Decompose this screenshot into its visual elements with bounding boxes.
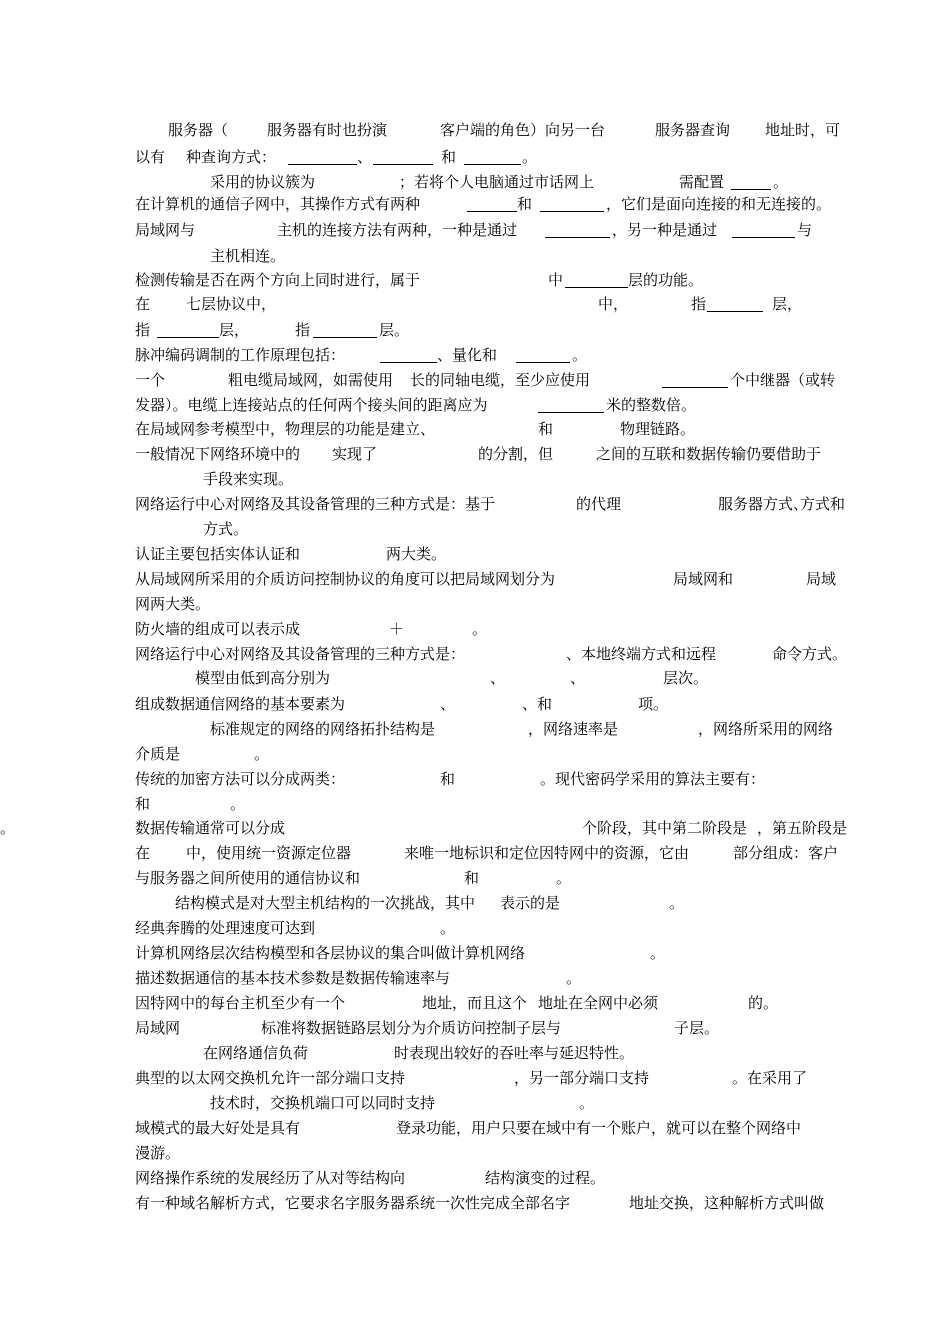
text-line — [0, 268, 950, 292]
line-text: 服务器查询 — [655, 121, 731, 139]
text-line — [0, 218, 950, 242]
line-text: 层， — [219, 321, 250, 339]
line-text: ＋ — [389, 620, 405, 638]
line-text: 表示的是 — [500, 894, 561, 912]
line-text: 指 — [295, 321, 311, 339]
text-line — [0, 118, 950, 142]
line-text: 层， — [772, 295, 803, 313]
line-text: 与服务器之间所使用的通信协议和 — [135, 869, 361, 887]
line-text: 服务器（ — [168, 121, 229, 139]
text-line — [0, 966, 950, 990]
line-text: 服务器方式、 — [718, 495, 809, 513]
line-text: 服务器有时也扮演 — [267, 121, 388, 139]
line-text: 。 — [773, 173, 789, 191]
line-text: ，另一部分端口支持 — [514, 1069, 650, 1087]
text-line — [0, 866, 950, 890]
text-line — [0, 792, 950, 816]
text-line — [0, 617, 950, 641]
line-text: 方式和 — [800, 495, 846, 513]
line-text: 手段来实现。 — [203, 470, 294, 488]
line-text: 客户端的角色）向另一台 — [440, 121, 606, 139]
line-text: 在 — [135, 295, 151, 313]
line-text: 和 — [538, 420, 554, 438]
answer-blank — [538, 412, 604, 413]
answer-blank — [157, 337, 219, 338]
answer-blank — [380, 362, 437, 363]
line-text: 中， — [598, 295, 629, 313]
line-text: 时表现出较好的吞吐率与延迟特性。 — [394, 1044, 635, 1062]
line-text: 。 — [669, 894, 685, 912]
line-text: 从局域网所采用的介质访问控制协议的角度可以把局域网划分为 — [135, 570, 556, 588]
line-text: 在局域网参考模型中，物理层的功能是建立、 — [135, 420, 436, 438]
line-text: 需配置 — [679, 173, 725, 191]
line-text: 一个 — [135, 371, 166, 389]
line-text: 。 — [0, 819, 16, 837]
line-text: 以有 — [135, 148, 166, 166]
line-text: 典型的以太网交换机允许一部分端口支持 — [135, 1069, 406, 1087]
line-text: 、 — [440, 695, 456, 713]
line-text: 部分组成：客户 — [733, 844, 839, 862]
line-text: 一般情况下网络环境中的 — [135, 445, 301, 463]
line-text: 标准将数据链路层划分为介质访问控制子层与 — [261, 1019, 562, 1037]
line-text: 中 — [548, 271, 564, 289]
line-text: 层的功能。 — [628, 271, 704, 289]
line-text: 指 — [135, 321, 151, 339]
line-text: 网络运行中心对网络及其设备管理的三种方式是：基于 — [135, 495, 496, 513]
line-text: 。 — [650, 944, 666, 962]
line-text: ，它们是面向连接的和无连接的。 — [606, 195, 832, 213]
line-text: 地址在全网中必须 — [538, 994, 659, 1012]
text-line — [0, 292, 950, 316]
line-text: 和 — [464, 869, 480, 887]
text-line — [0, 467, 950, 491]
line-text: 采用的协议簇为 — [210, 173, 316, 191]
line-text: 。 — [472, 620, 488, 638]
line-text: 在网络通信负荷 — [203, 1044, 309, 1062]
line-text: 网两大类。 — [135, 595, 211, 613]
line-text: 地址时，可 — [765, 121, 841, 139]
text-line — [0, 1116, 950, 1140]
line-text: 。 — [556, 869, 572, 887]
line-text: 粗电缆局域网，如需使用 — [228, 371, 394, 389]
line-text: 局域 — [806, 570, 837, 588]
line-text: 和 — [441, 148, 457, 166]
line-text: 命令方式。 — [772, 645, 848, 663]
line-text: 物理链路。 — [620, 420, 696, 438]
line-text: 防火墙的组成可以表示成 — [135, 620, 301, 638]
text-line — [0, 742, 950, 766]
text-line — [0, 170, 950, 194]
line-text: 检测传输是否在两个方向上同时进行，属于 — [135, 271, 421, 289]
line-text: 脉冲编码调制的工作原理包括： — [135, 346, 346, 364]
line-text: 的。 — [748, 994, 779, 1012]
text-line — [0, 567, 950, 591]
line-text: 、量化和 — [437, 346, 498, 364]
line-text: 项。 — [638, 695, 669, 713]
line-text: 。 — [254, 745, 270, 763]
answer-blank — [467, 211, 517, 212]
text-line — [0, 841, 950, 865]
line-text: ，网络速率是 — [528, 720, 619, 738]
line-text: 数据传输通常可以分成 — [135, 819, 286, 837]
answer-blank — [731, 189, 771, 190]
line-text: 网络运行中心对网络及其设备管理的三种方式是： — [135, 645, 466, 663]
line-text: 、本地终端方式和远程 — [566, 645, 717, 663]
text-line — [0, 492, 950, 516]
line-text: 、 — [570, 669, 586, 687]
line-text: 登录功能，用户只要在域中有一个账户，就可以在整个网络中 — [396, 1119, 802, 1137]
line-text: 主机相连。 — [210, 247, 286, 265]
line-text: 来唯一地标识和定位因特网中的资源，它由 — [404, 844, 690, 862]
line-text: 漫游。 — [135, 1144, 181, 1162]
text-line — [0, 816, 950, 840]
line-text: ，网络所采用的网络 — [698, 720, 834, 738]
answer-blank — [707, 311, 763, 312]
line-text: 七层协议中， — [186, 295, 277, 313]
line-text: 网络操作系统的发展经历了从对等结构向 — [135, 1169, 406, 1187]
line-text: 标准规定的网络的网络拓扑结构是 — [210, 720, 436, 738]
answer-blank — [516, 362, 570, 363]
line-text: 实现了 — [332, 445, 378, 463]
line-text: 。 — [230, 795, 246, 813]
line-text: 米的整数倍。 — [606, 396, 697, 414]
answer-blank — [288, 164, 357, 165]
answer-blank — [545, 237, 610, 238]
line-text: 之间的互联和数据传输仍要借助于 — [596, 445, 822, 463]
answer-blank — [313, 337, 377, 338]
line-text: 和 — [440, 770, 456, 788]
text-line — [0, 717, 950, 741]
line-text: 。 — [440, 919, 456, 937]
line-text: 两大类。 — [386, 545, 447, 563]
line-text: 结构模式是对大型主机结构的一次挑战，其中 — [175, 894, 476, 912]
text-line — [0, 1166, 950, 1190]
line-text: 和 — [135, 795, 151, 813]
line-text: 。 — [572, 346, 588, 364]
line-text: ，第五阶段是 — [757, 819, 848, 837]
text-line — [0, 1191, 950, 1215]
line-text: 主机的连接方法有两种，一种是通过 — [277, 221, 518, 239]
text-line — [0, 1016, 950, 1040]
line-text: 经典奔腾的处理速度可达到 — [135, 919, 316, 937]
line-text: 技术时，交换机端口可以同时支持 — [210, 1094, 436, 1112]
line-text: 计算机网络层次结构模型和各层协议的集合叫做计算机网络 — [135, 944, 526, 962]
line-text: 。 — [579, 1094, 595, 1112]
line-text: 有一种域名解析方式，它要求名字服务器系统一次性完成全部名字 — [135, 1194, 571, 1212]
line-text: 介质是 — [135, 745, 181, 763]
text-line — [0, 343, 950, 367]
text-line — [0, 891, 950, 915]
line-text: 传统的加密方法可以分成两类： — [135, 770, 346, 788]
line-text: 。在采用了 — [732, 1069, 808, 1087]
line-text: 。现代密码学采用的算法主要有： — [540, 770, 766, 788]
line-text: 域模式的最大好处是具有 — [135, 1119, 301, 1137]
line-text: 模型由低到高分别为 — [195, 669, 331, 687]
line-text: 指 — [691, 295, 707, 313]
answer-blank — [732, 237, 795, 238]
text-line — [0, 991, 950, 1015]
answer-blank — [662, 387, 728, 388]
line-text: 个中继器（或转 — [730, 371, 836, 389]
answer-blank — [565, 287, 628, 288]
line-text: 层。 — [379, 321, 410, 339]
line-text: ，另一种是通过 — [612, 221, 718, 239]
answer-blank — [540, 211, 604, 212]
line-text: 结构演变的过程。 — [485, 1169, 606, 1187]
line-text: 长的同轴电缆，至少应使用 — [410, 371, 591, 389]
text-line — [0, 1066, 950, 1090]
text-line — [0, 393, 950, 417]
line-text: 中，使用统一资源定位器 — [186, 844, 352, 862]
line-text: 局域网和 — [673, 570, 734, 588]
line-text: 方式。 — [203, 520, 249, 538]
text-line — [0, 592, 950, 616]
line-text: 与 — [797, 221, 813, 239]
text-line — [0, 542, 950, 566]
line-text: 个阶段，其中第二阶段是 — [582, 819, 748, 837]
text-line — [0, 244, 950, 268]
line-text: 、 — [357, 148, 373, 166]
line-text: 。 — [522, 148, 538, 166]
line-text: 在 — [135, 844, 151, 862]
text-line — [0, 666, 950, 690]
text-line — [0, 368, 950, 392]
line-text: 认证主要包括实体认证和 — [135, 545, 301, 563]
text-line — [0, 192, 950, 216]
text-line — [0, 642, 950, 666]
line-text: 种查询方式： — [186, 148, 277, 166]
line-text: 层次。 — [663, 669, 709, 687]
text-line — [0, 1091, 950, 1115]
line-text: 、和 — [522, 695, 553, 713]
line-text: 发器）。电缆上连接站点的任何两个接头间的距离应为 — [135, 396, 488, 414]
line-text: 的代理 — [576, 495, 622, 513]
line-text: 地址交换，这种解析方式叫做 — [629, 1194, 825, 1212]
text-line — [0, 767, 950, 791]
text-line — [0, 941, 950, 965]
line-text: 地址，而且这个 — [422, 994, 528, 1012]
line-text: 。 — [566, 969, 582, 987]
line-text: 和 — [517, 195, 533, 213]
text-line — [0, 417, 950, 441]
line-text: 、 — [490, 669, 506, 687]
line-text: 在计算机的通信子网中，其操作方式有两种 — [135, 195, 421, 213]
line-text: 描述数据通信的基本技术参数是数据传输速率与 — [135, 969, 451, 987]
line-text: 的分割，但 — [478, 445, 554, 463]
line-text: 因特网中的每台主机至少有一个 — [135, 994, 346, 1012]
line-text: 局域网与 — [135, 221, 196, 239]
text-line — [0, 318, 950, 342]
text-line — [0, 145, 950, 169]
text-line — [0, 1141, 950, 1165]
line-text: ；若将个人电脑通过市话网上 — [399, 173, 595, 191]
text-line — [0, 692, 950, 716]
text-line — [0, 916, 950, 940]
answer-blank — [373, 164, 433, 165]
line-text: 子层。 — [674, 1019, 720, 1037]
answer-blank — [464, 164, 521, 165]
text-line — [0, 442, 950, 466]
line-text: 组成数据通信网络的基本要素为 — [135, 695, 346, 713]
text-line — [0, 517, 950, 541]
line-text: 局域网 — [135, 1019, 181, 1037]
text-line — [0, 1041, 950, 1065]
